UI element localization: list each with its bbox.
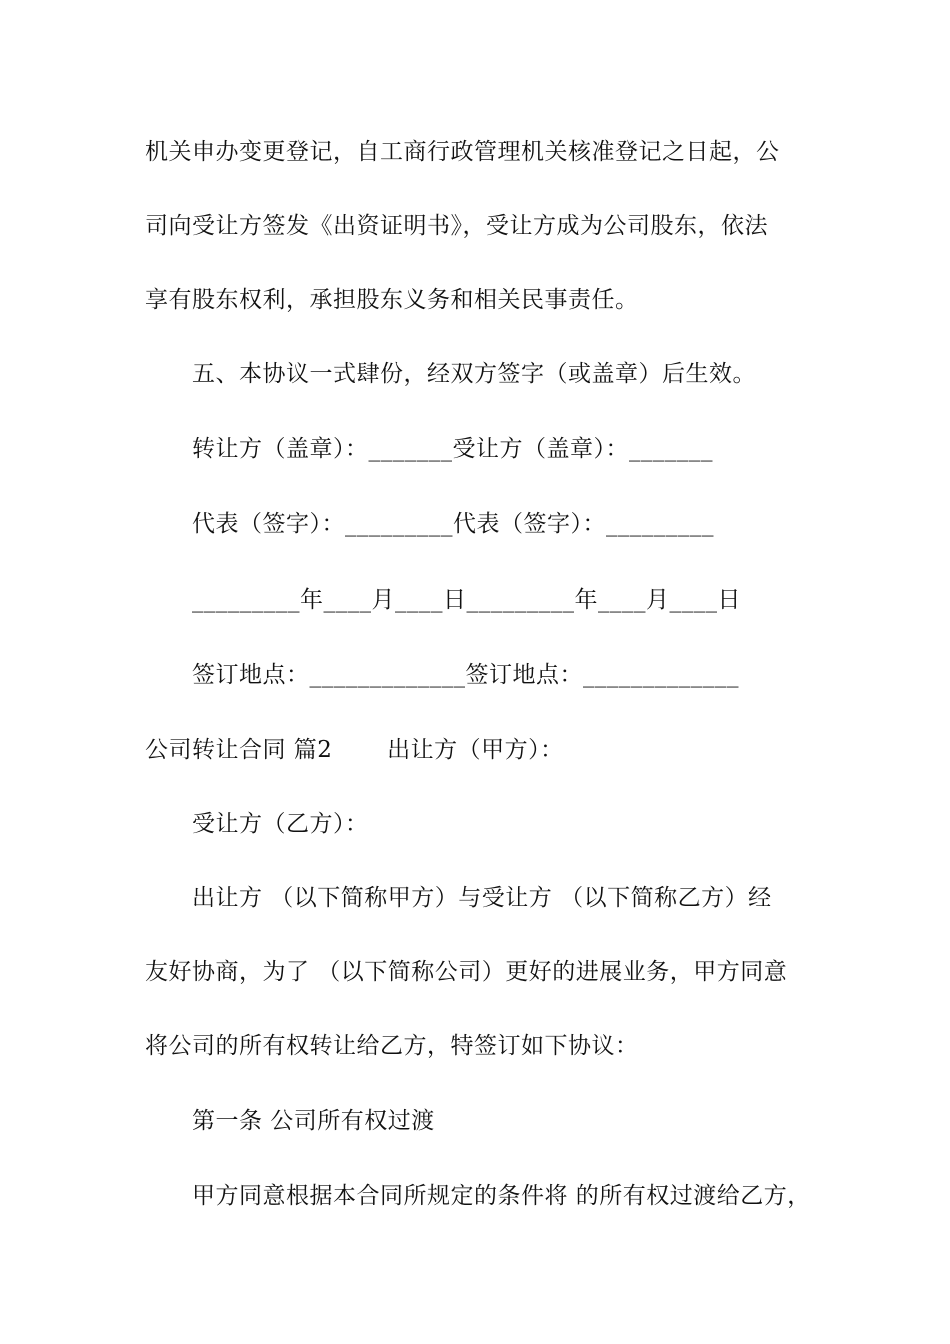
text-line: 五、本协议一式肆份，经双方签字（或盖章）后生效。: [192, 361, 756, 387]
text-line: 友好协商，为了 （以下简称公司）更好的进展业务，甲方同意: [145, 959, 788, 985]
text-line: 受让方（乙方）：: [192, 811, 369, 837]
text-line: 将公司的所有权转让给乙方，特签订如下协议：: [145, 1033, 639, 1059]
text-line: 出让方 （以下简称甲方）与受让方 （以下简称乙方）经: [192, 885, 772, 911]
text-line: 司向受让方签发《出资证明书》，受让方成为公司股东，依法: [145, 213, 768, 239]
signature-line-representative: 代表（签字）：_________代表（签字）：_________: [192, 511, 714, 537]
text-line: 享有股东权利，承担股东义务和相关民事责任。: [145, 287, 639, 313]
text-line: 甲方同意根据本合同所规定的条件将 的所有权过渡给乙方，: [192, 1183, 811, 1209]
signature-line-party: 转让方（盖章）：_______受让方（盖章）：_______: [192, 436, 713, 462]
section-heading: 公司转让合同 篇2 出让方（甲方）：: [145, 737, 564, 763]
text-line: 机关申办变更登记，自工商行政管理机关核准登记之日起，公: [145, 139, 780, 165]
signature-line-place: 签订地点：_____________签订地点：_____________: [192, 662, 739, 688]
signature-line-date: _________年____月____日_________年____月____日: [192, 587, 741, 613]
article-heading: 第一条 公司所有权过渡: [192, 1108, 435, 1134]
